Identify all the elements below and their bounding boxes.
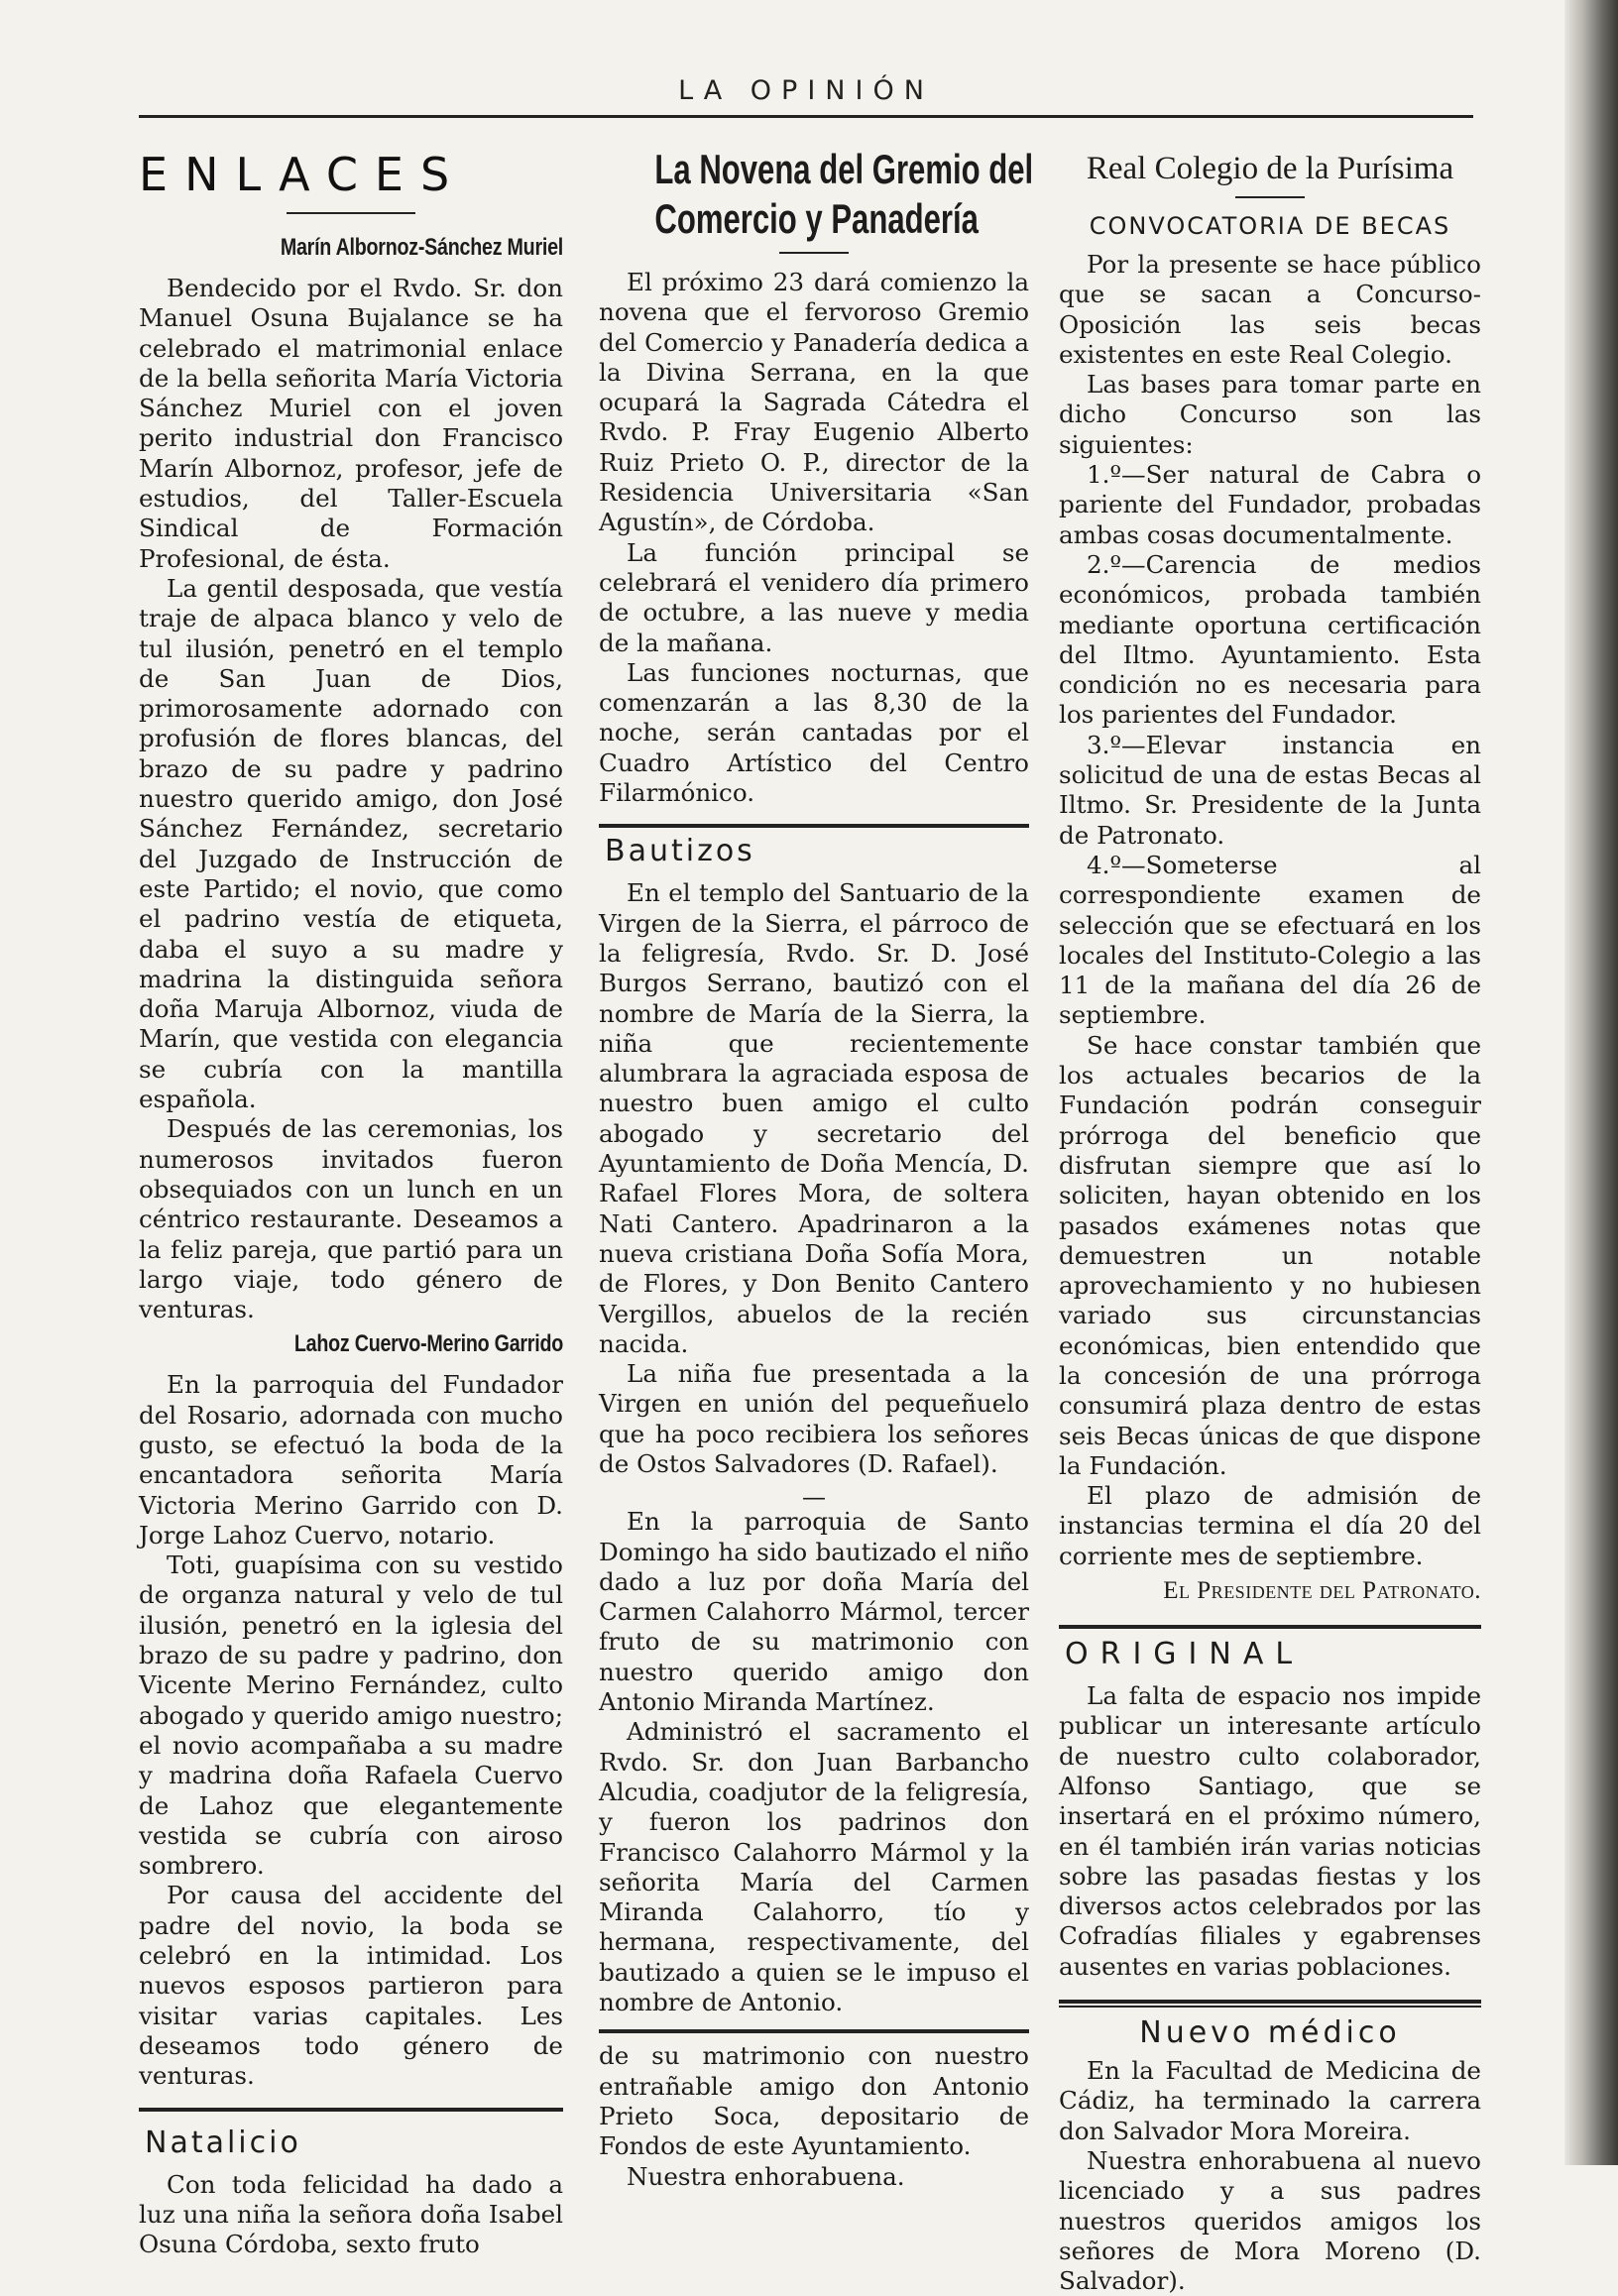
wedding-1-paragraph-2: La gentil desposada, que vestía traje de alpaca blanco y velo de tul ilusión, penetró en el templo de San Juan de Dios, primorosamente adornado con profusión de flores blancas, del brazo de su padre y padrino nuestro querido amigo, don José Sánchez Fernández, secretario del Juzgado de Instrucción de este Partido; el novio, que como el padrino vestía de etiqueta, daba el suyo a su madre y madrina la distinguida señora doña Maruja Albornoz, viuda de Marín, que vestida con elegancia se cubría con la mantilla española.: [139, 573, 563, 1114]
becas-base-4: 4.º—Someterse al correspondiente examen de selección que se efectuará en los locales del Instituto-Colegio a las 11 de la mañana del día 26 de septiembre.: [1059, 850, 1481, 1030]
section-rule-thin: [1059, 2006, 1481, 2008]
wedding-2-paragraph-1: En la parroquia del Fundador del Rosario, adornada con mucho gusto, se efectuó la boda de la encantadora señorita María Victoria Merino Garrido con D. Jorge Lahoz Cuervo, notario.: [139, 1370, 563, 1550]
convocatoria-subheading: CONVOCATORIA DE BECAS: [1089, 212, 1451, 240]
bautizos-paragraph-1: En el templo del Santuario de la Virgen de la Sierra, el párroco de la feligresía, Rvdo. Sr. D. José Burgos Serrano, bautizó con el nombre de María de la Sierra, la niña que recientemente alumbrara la agraciada esposa de nuestro buen amigo el culto abogado y secretario del Ayuntamiento de Doña Mencía, D. Rafael Flores Mora, de soltera Nati Cantero. Apadrinaron a la nueva cristiana Doña Sofía Mora, de Flores, y Don Benito Cantero Vergillos, abuelos de la recién nacida.: [599, 878, 1029, 1358]
novena-paragraph-2: La función principal se celebrará el venidero día primero de octubre, a las nueve y media de la mañana.: [599, 537, 1029, 657]
novena-heading-line-1: La Novena del Gremio del: [654, 146, 1034, 192]
novena-paragraph-3: Las funciones nocturnas, que comenzarán a las 8,30 de la noche, serán cantadas por el Cuadro Artístico del Centro Filarmónico.: [599, 657, 1029, 808]
becas-base-3: 3.º—Elevar instancia en solicitud de una de estas Becas al Iltmo. Sr. Presidente de la Junta de Patronato.: [1059, 730, 1481, 850]
masthead-rule: [139, 115, 1473, 118]
section-rule: [139, 2108, 563, 2112]
masthead: LA OPINIÓN: [678, 75, 934, 106]
separator-dash: —: [802, 1483, 826, 1512]
heading-rule: [1235, 196, 1305, 198]
becas-base-1: 1.º—Ser natural de Cabra o pariente del Fundador, probadas ambas cosas documentalmente.: [1059, 460, 1481, 549]
becas-paragraph-3: Se hace constar también que los actuales becarios de la Fundación podrán conseguir prórroga del beneficio que disfrutan siempre que así lo soliciten, hayan obtenido en los pasados exámenes notas que demuestren un notable aprovechamiento y no hubiesen variado sus circunstancias económicas, bien entendido que la concesión de una prórroga consumirá plaza dentro de estas seis Becas únicas de que dispone la Fundación.: [1059, 1030, 1481, 1480]
nuevo-medico-heading: Nuevo médico: [1139, 2015, 1401, 2051]
column-enlaces: [139, 135, 563, 2259]
becas-base-2: 2.º—Carencia de medios económicos, probada también mediante oportuna certificación del Iltmo. Ayuntamiento. Esta condición no es necesaria para los parientes del Fundador.: [1059, 549, 1481, 730]
heading-rule: [287, 212, 415, 214]
real-colegio-heading: Real Colegio de la Purísima: [1086, 151, 1454, 186]
becas-paragraph-4: El plazo de admisión de instancias termina el día 20 del corriente mes de septiembre.: [1059, 1481, 1481, 1570]
section-rule: [599, 824, 1029, 828]
column-novena: [599, 135, 1034, 2192]
section-rule: [1059, 1625, 1481, 1629]
wedding-1-paragraph-1: Bendecido por el Rvdo. Sr. don Manuel Osuna Bujalance se ha celebrado el matrimonial enlace de la bella señorita María Victoria Sánchez Muriel con el joven perito industrial don Francisco Marín Albornoz, profesor, jefe de estudios, del Taller-Escuela Sindical de Formación Profesional, de ésta.: [139, 274, 563, 573]
original-heading: ORIGINAL: [1065, 1637, 1305, 1672]
page-binding-shadow: [1564, 0, 1618, 2165]
wedding-names-1: Marín Albornoz-Sánchez Muriel: [280, 234, 563, 261]
original-paragraph: La falta de espacio nos impide publicar un interesante artículo de nuestro culto colaborador, Alfonso Santiago, que se insertará en el próximo número, en él también irán varias noticias sobre las pasadas fiestas y los diversos actos celebrados por las Cofradías filiales y egabrenses ausentes en varias poblaciones.: [1059, 1681, 1481, 1981]
column-real-colegio: [1059, 135, 1481, 2296]
bautizos-heading: Bautizos: [605, 834, 755, 869]
heading-rule: [779, 252, 849, 254]
bautizos-paragraph-4: Administró el sacramento el Rvdo. Sr. don Juan Barbancho Alcudia, coadjutor de la feligresía, y fueron los padrinos don Francisco Calahorro Mármol y la señorita María del Carmen Miranda Calahorro, tío y hermana, respectivamente, del bautizado a quien se le impuso el nombre de Antonio.: [599, 1717, 1029, 2017]
becas-paragraph-2: Las bases para tomar parte en dicho Concurso son las siguientes:: [1059, 370, 1481, 459]
becas-paragraph-1: Por la presente se hace público que se sacan a Concurso-Oposición las seis becas existentes en este Real Colegio.: [1059, 250, 1481, 369]
wedding-1-paragraph-3: Después de las ceremonias, los numerosos invitados fueron obsequiados con un lunch en un céntrico restaurante. Deseamos a la feliz pareja, que partió para un largo viaje, todo género de venturas.: [139, 1114, 563, 1324]
section-rule: [1059, 2000, 1481, 2004]
wedding-2-paragraph-3: Por causa del accidente del padre del novio, la boda se celebró en la intimidad. Los nuevos esposos partieron para visitar varias capitales. Les deseamos todo género de venturas.: [139, 1881, 563, 2091]
bautizos-paragraph-2: La niña fue presentada a la Virgen en unión del pequeñuelo que ha poco recibiera los señores de Ostos Salvadores (D. Rafael).: [599, 1359, 1029, 1478]
novena-heading-line-2: Comercio y Panadería: [654, 195, 979, 242]
continuation-paragraph-2: Nuestra enhorabuena.: [627, 2161, 905, 2191]
signature: El Presidente del Patronato.: [1163, 1577, 1481, 1605]
continuation-paragraph-1: de su matrimonio con nuestro entrañable amigo don Antonio Prieto Soca, depositario de Fondos de este Ayuntamiento.: [599, 2041, 1029, 2161]
bautizos-paragraph-3: En la parroquia de Santo Domingo ha sido bautizado el niño dado a luz por doña María del Carmen Calahorro Mármol, tercer fruto de su matrimonio con nuestro querido amigo don Antonio Miranda Martínez.: [599, 1507, 1029, 1717]
enlaces-heading: ENLACES: [139, 148, 467, 201]
natalicio-heading: Natalicio: [145, 2124, 301, 2160]
nuevo-medico-paragraph-1: En la Facultad de Medicina de Cádiz, ha terminado la carrera don Salvador Mora Moreira.: [1059, 2056, 1481, 2145]
wedding-2-paragraph-2: Toti, guapísima con su vestido de organza natural y velo de tul ilusión, penetró en la iglesia del brazo de su padre y padrino, don Vicente Merino Fernández, culto abogado y querido amigo nuestro; el novio acompañaba a su madre y madrina doña Rafaela Cuervo de Lahoz que elegantemente vestida se cubría con airoso sombrero.: [139, 1550, 563, 1881]
wedding-names-2: Lahoz Cuervo-Merino Garrido: [293, 1330, 563, 1358]
novena-paragraph-1: El próximo 23 dará comienzo la novena que el fervoroso Gremio del Comercio y Panadería dedica a la Divina Serrana, en la que ocupará la Sagrada Cátedra el Rvdo. P. Fray Eugenio Alberto Ruiz Prieto O. P., director de la Residencia Universitaria «San Agustín», de Córdoba.: [599, 268, 1029, 537]
nuevo-medico-paragraph-2: Nuestra enhorabuena al nuevo licenciado y a sus padres nuestros queridos amigos los señores de Mora Moreno (D. Salvador).: [1059, 2145, 1481, 2296]
natalicio-paragraph: Con toda felicidad ha dado a luz una niña la señora doña Isabel Osuna Córdoba, sexto fruto: [139, 2169, 563, 2259]
